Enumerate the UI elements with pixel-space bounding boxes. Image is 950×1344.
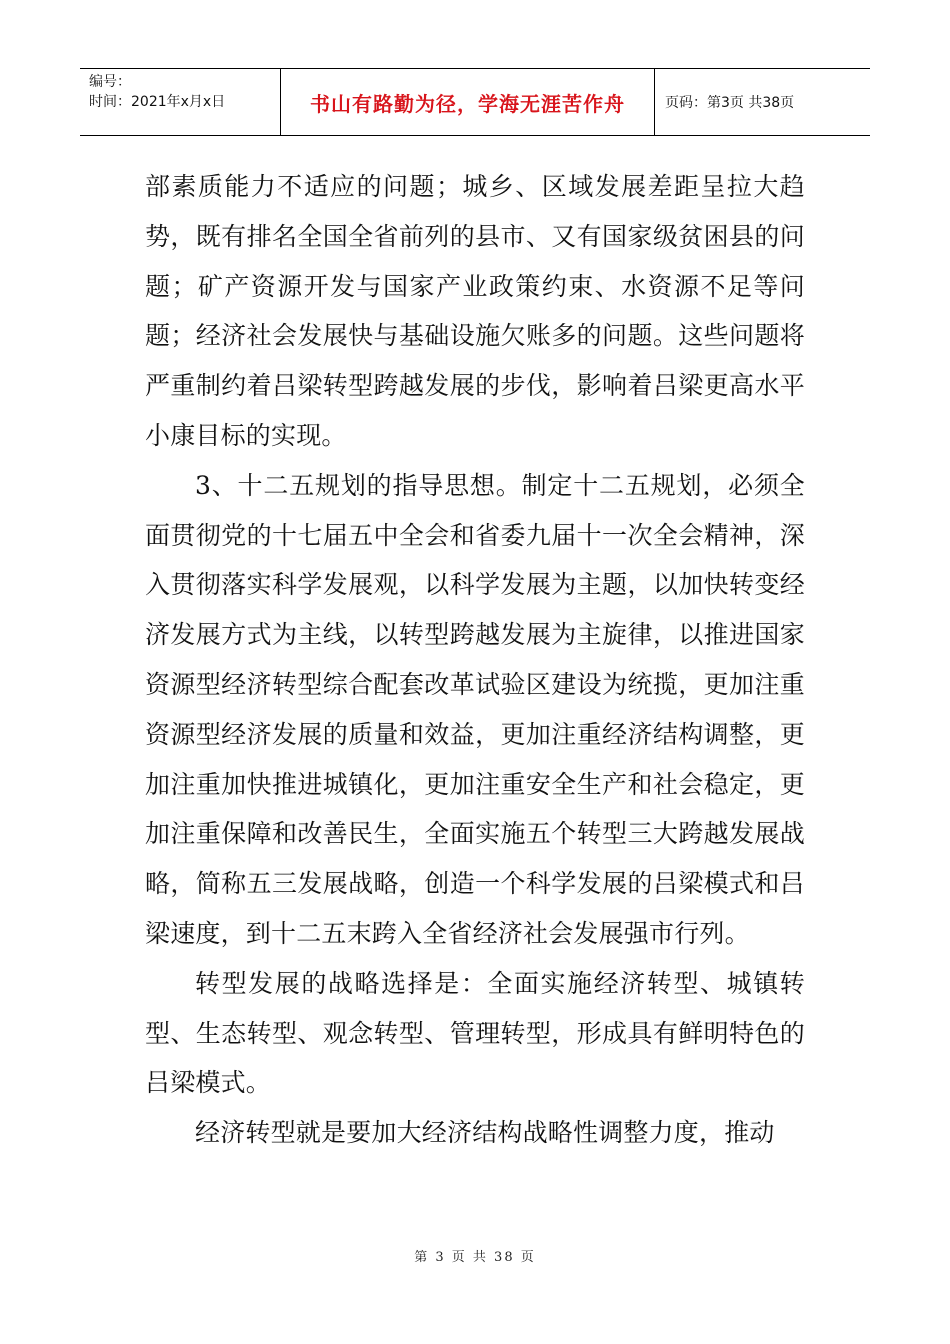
page-footer: 第 3 页 共 38 页 — [414, 1250, 536, 1265]
document-header — [80, 68, 870, 136]
paragraph-guiding-thought: 3、十二五规划的指导思想。制定十二五规划，必须全面贯彻党的十七届五中全会和省委九届十一次全会精神，深入贯彻落实科学发展观，以科学发展为主题，以加快转变经济发展方式为主线，以转型跨越发展为主旋律，以推进国家资源型经济转型综合配套改革试验区建设为统揽，更加注重资源型经济发展的质量和效益，更加注重经济结构调整，更加注重加快推进城镇化，更加注重安全生产和社会稳定，更加注重保障和改善民生，全面实施五个转型三大跨越发展战略，简称五三发展战略，创造一个科学发展的吕梁模式和吕梁速度，到十二五末跨入全省经济社会发展强市行列。 — [145, 470, 805, 948]
header-motto — [281, 69, 655, 135]
page-info-text: 页码：第3页 共38页 — [665, 95, 795, 111]
paragraph-continuation: 部素质能力不适应的问题；城乡、区域发展差距呈拉大趋势，既有排名全国全省前列的县市、又有国家级贫困县的问题；矿产资源开发与国家产业政策约束、水资源不足等问题；经济社会发展快与基础设施欠账多的问题。这些问题将严重制约着吕梁转型跨越发展的步伐，影响着吕梁更高水平小康目标的实现。 — [145, 172, 805, 450]
paragraph-strategy-choice: 转型发展的战略选择是：全面实施经济转型、城镇转型、生态转型、观念转型、管理转型，形成具有鲜明特色的吕梁模式。 — [145, 968, 805, 1098]
motto-text: 书山有路勤为径，学海无涯苦作舟 — [310, 91, 625, 116]
paragraph-economic-transformation: 经济转型就是要加大经济结构战略性调整力度，推动 — [195, 1118, 775, 1148]
document-time: 时间：2021年x月x日 — [89, 94, 226, 110]
header-meta — [80, 69, 281, 135]
header-page-info — [655, 69, 870, 135]
document-body — [145, 162, 805, 1158]
document-number-label: 编号： — [89, 74, 131, 90]
